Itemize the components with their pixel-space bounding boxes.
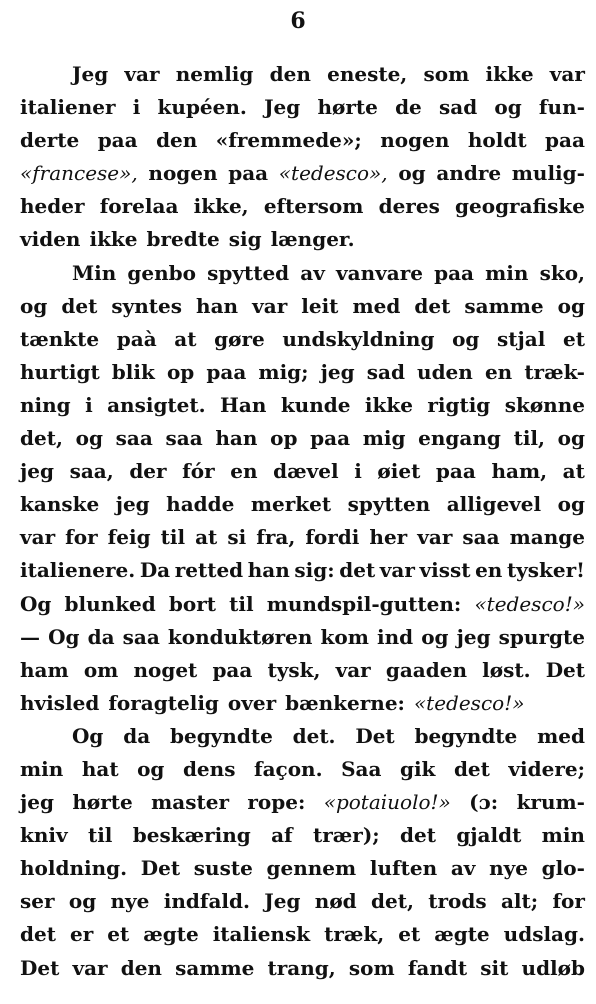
word: nød bbox=[314, 889, 357, 914]
italic-word: «francese», bbox=[20, 161, 138, 186]
word: krum- bbox=[516, 790, 585, 815]
word: glo- bbox=[541, 856, 585, 881]
word: fordi bbox=[305, 525, 360, 550]
word: han bbox=[247, 558, 290, 583]
word: var bbox=[252, 293, 288, 318]
word: heder bbox=[20, 194, 85, 219]
word: det bbox=[339, 558, 376, 583]
word: Det bbox=[20, 955, 60, 980]
word: — bbox=[20, 624, 40, 649]
word: op bbox=[270, 426, 298, 451]
word: tysk, bbox=[267, 657, 321, 682]
word: det bbox=[414, 293, 451, 318]
word: av bbox=[300, 260, 325, 285]
text-line bbox=[20, 323, 585, 356]
word: trang, bbox=[267, 955, 336, 980]
word: sig: bbox=[294, 558, 335, 583]
word: ikke bbox=[485, 62, 534, 86]
word: ægte bbox=[434, 922, 490, 947]
word: sig bbox=[228, 227, 262, 252]
word: Jeg bbox=[264, 95, 301, 120]
word: suste bbox=[193, 856, 253, 881]
word: var bbox=[72, 955, 108, 980]
word: som bbox=[348, 955, 395, 980]
word: i bbox=[354, 459, 362, 484]
word: andre bbox=[436, 161, 502, 186]
word: spytted bbox=[207, 260, 290, 285]
text-line bbox=[20, 91, 585, 124]
word: og bbox=[557, 293, 585, 318]
word: sad bbox=[438, 95, 478, 120]
text-line bbox=[20, 124, 585, 157]
word: si bbox=[227, 525, 247, 550]
word: han bbox=[215, 426, 258, 451]
word: Det bbox=[355, 723, 395, 748]
word: de bbox=[395, 95, 422, 120]
word: geografiske bbox=[455, 194, 585, 219]
word: dævel bbox=[273, 459, 339, 484]
word: kupéen. bbox=[157, 95, 247, 120]
word: paa bbox=[206, 359, 247, 384]
word: ham, bbox=[491, 459, 548, 484]
word: hørte bbox=[72, 790, 133, 815]
word: med bbox=[537, 723, 585, 748]
word: min bbox=[20, 756, 64, 781]
word: for bbox=[65, 525, 98, 550]
word: deres bbox=[378, 194, 440, 219]
text-line bbox=[20, 885, 585, 918]
word: og bbox=[20, 293, 48, 318]
word: viden bbox=[20, 227, 81, 252]
word: jeg bbox=[20, 790, 54, 815]
word: paà bbox=[116, 326, 157, 351]
word: syntes bbox=[111, 293, 182, 318]
word: noget bbox=[133, 657, 198, 682]
word: dens bbox=[182, 756, 236, 781]
word: og bbox=[494, 95, 522, 120]
page-number: 6 bbox=[290, 8, 306, 34]
word: kniv bbox=[20, 823, 68, 848]
word: undskyldning bbox=[282, 326, 435, 351]
word: merket bbox=[250, 492, 332, 517]
word: begyndte bbox=[169, 723, 273, 748]
word: trods bbox=[428, 889, 487, 914]
word: udløb bbox=[521, 955, 585, 980]
word: eftersom bbox=[263, 194, 364, 219]
word: at bbox=[562, 459, 585, 484]
word: italiener bbox=[20, 95, 116, 120]
word: trær); bbox=[313, 823, 380, 848]
text-line bbox=[20, 588, 585, 621]
word: spurgte bbox=[498, 624, 585, 649]
word: nogen bbox=[148, 161, 218, 186]
word: sad bbox=[366, 359, 405, 384]
word: og bbox=[68, 889, 97, 914]
word: jeg bbox=[456, 624, 491, 649]
word: er bbox=[69, 922, 94, 947]
text-line bbox=[20, 654, 585, 687]
word: da bbox=[123, 723, 151, 748]
word: i bbox=[132, 95, 141, 120]
text-line bbox=[20, 58, 585, 91]
body-text bbox=[20, 58, 585, 985]
word: paa bbox=[434, 260, 475, 285]
word: fór bbox=[182, 459, 215, 484]
word: var bbox=[379, 558, 415, 583]
word: en bbox=[230, 459, 258, 484]
word: om bbox=[83, 657, 119, 682]
word: saa bbox=[115, 426, 153, 451]
word: rigtig bbox=[427, 392, 491, 417]
word: stjal bbox=[497, 326, 546, 351]
word: en bbox=[475, 558, 503, 583]
italic-word: «tedesco», bbox=[278, 161, 388, 186]
word: var bbox=[417, 525, 453, 550]
text-line bbox=[20, 952, 585, 985]
word: gøre bbox=[214, 326, 265, 351]
word: til, bbox=[513, 426, 545, 451]
word: som bbox=[423, 62, 470, 86]
word: hurtigt bbox=[20, 359, 100, 384]
word: engang bbox=[418, 426, 501, 451]
text-line bbox=[20, 389, 585, 422]
word: paa bbox=[435, 459, 476, 484]
text-line bbox=[20, 521, 585, 554]
word: at bbox=[195, 525, 218, 550]
word: og bbox=[421, 624, 449, 649]
word: Jeg bbox=[72, 62, 109, 86]
word: jeg bbox=[320, 359, 355, 384]
text-line bbox=[20, 190, 585, 223]
word: kanske bbox=[20, 492, 100, 517]
word: og bbox=[557, 492, 585, 517]
word: paa bbox=[97, 128, 138, 153]
word: «fremmede»; bbox=[215, 128, 362, 153]
word: saa bbox=[122, 624, 160, 649]
word: derte bbox=[20, 128, 80, 153]
word: visst bbox=[419, 558, 471, 583]
word: indfald. bbox=[163, 889, 250, 914]
word: gjaldt bbox=[456, 823, 522, 848]
word: nogen bbox=[380, 128, 450, 153]
text-line bbox=[20, 621, 585, 654]
word: av bbox=[450, 856, 476, 881]
word: løst. bbox=[482, 657, 531, 682]
word: her bbox=[369, 525, 408, 550]
word: ind bbox=[376, 624, 414, 649]
text-line bbox=[20, 223, 585, 256]
word: Jeg bbox=[264, 889, 301, 914]
text-line bbox=[20, 455, 585, 488]
text-line bbox=[20, 488, 585, 521]
word: var bbox=[20, 525, 56, 550]
word: forelaa bbox=[99, 194, 179, 219]
word: paa bbox=[228, 161, 269, 186]
word: eneste, bbox=[327, 62, 408, 86]
word: begyndte bbox=[414, 723, 518, 748]
word: hat bbox=[81, 756, 119, 781]
word: Da bbox=[139, 558, 171, 583]
word: ikke bbox=[89, 227, 138, 252]
word: Saa bbox=[341, 756, 382, 781]
word: mig; bbox=[258, 359, 309, 384]
word: øiet bbox=[377, 459, 421, 484]
word: samme bbox=[464, 293, 544, 318]
word: gaaden bbox=[385, 657, 467, 682]
word: mulig- bbox=[511, 161, 585, 186]
italic-word: «tedesco!» bbox=[413, 690, 525, 715]
text-line bbox=[20, 852, 585, 885]
word: og bbox=[137, 756, 165, 781]
text-line bbox=[20, 257, 585, 290]
word: til bbox=[160, 525, 186, 550]
word: det bbox=[400, 823, 436, 848]
word: retted bbox=[174, 558, 244, 583]
word: til bbox=[229, 591, 254, 616]
word: ægte bbox=[143, 922, 199, 947]
word: det bbox=[61, 293, 98, 318]
word: og bbox=[75, 426, 103, 451]
word: det bbox=[20, 922, 56, 947]
word: saa bbox=[165, 426, 203, 451]
word: (ɔ: bbox=[469, 790, 499, 815]
word: Han bbox=[220, 392, 267, 417]
word: Og bbox=[20, 591, 52, 616]
word: bænkerne: bbox=[285, 690, 405, 715]
word: italienere. bbox=[20, 558, 136, 583]
word: jeg bbox=[115, 492, 150, 517]
word: hørte bbox=[317, 95, 378, 120]
word: alt; bbox=[500, 889, 539, 914]
text-line bbox=[20, 819, 585, 852]
word: af bbox=[271, 823, 293, 848]
word: et bbox=[562, 326, 585, 351]
word: fra, bbox=[256, 525, 296, 550]
word: han bbox=[196, 293, 239, 318]
word: det bbox=[453, 756, 490, 781]
italic-word: «tedesco!» bbox=[474, 591, 585, 616]
italic-word: «potaiuolo!» bbox=[323, 790, 451, 815]
word: et bbox=[107, 922, 130, 947]
word: min bbox=[485, 260, 529, 285]
word: ikke, bbox=[193, 194, 249, 219]
word: paa bbox=[545, 128, 585, 153]
word: var bbox=[549, 62, 585, 86]
word: mig bbox=[362, 426, 406, 451]
word: Det bbox=[545, 657, 585, 682]
text-line bbox=[20, 157, 585, 190]
word: op bbox=[166, 359, 195, 384]
word: paa bbox=[212, 657, 253, 682]
word: for bbox=[552, 889, 585, 914]
text-line bbox=[20, 720, 585, 753]
word: da bbox=[87, 624, 115, 649]
word: bredte bbox=[146, 227, 220, 252]
word: at bbox=[174, 326, 197, 351]
word: sko, bbox=[539, 260, 585, 285]
word: alligevel bbox=[446, 492, 542, 517]
word: den bbox=[269, 62, 311, 86]
word: bort bbox=[168, 591, 216, 616]
word: nemlig bbox=[175, 62, 254, 86]
word: façon. bbox=[253, 756, 323, 781]
word: kunde bbox=[280, 392, 351, 417]
word: til bbox=[87, 823, 113, 848]
word: et bbox=[398, 922, 421, 947]
word: paa bbox=[310, 426, 351, 451]
word: spytten bbox=[347, 492, 431, 517]
word: tænkte bbox=[20, 326, 100, 351]
text-line bbox=[20, 753, 585, 786]
word: rope: bbox=[247, 790, 306, 815]
text-line bbox=[20, 786, 585, 819]
word: fandt bbox=[407, 955, 468, 980]
word: genbo bbox=[127, 260, 196, 285]
word: over bbox=[227, 690, 277, 715]
word: nye bbox=[489, 856, 528, 881]
word: Og bbox=[72, 723, 104, 748]
word: blik bbox=[111, 359, 155, 384]
word: holdt bbox=[467, 128, 527, 153]
word: blunked bbox=[64, 591, 156, 616]
word: luften bbox=[369, 856, 438, 881]
word: foragtelig bbox=[108, 690, 219, 715]
word: var bbox=[335, 657, 371, 682]
word: der bbox=[129, 459, 167, 484]
text-line bbox=[20, 290, 585, 323]
word: ham bbox=[20, 657, 69, 682]
word: vanvare bbox=[336, 260, 423, 285]
word: Det bbox=[140, 856, 181, 881]
word: hvisled bbox=[20, 690, 100, 715]
word: ser bbox=[20, 889, 55, 914]
word: det, bbox=[371, 889, 414, 914]
word: sit bbox=[480, 955, 509, 980]
word: feig bbox=[107, 525, 151, 550]
word: leit bbox=[301, 293, 339, 318]
word: gennem bbox=[266, 856, 357, 881]
text-line bbox=[20, 554, 585, 587]
word: træk- bbox=[524, 359, 585, 384]
word: den bbox=[156, 128, 198, 153]
word: samme bbox=[175, 955, 255, 980]
text-line bbox=[20, 356, 585, 389]
word: udslag. bbox=[503, 922, 585, 947]
word: det, bbox=[20, 426, 63, 451]
word: var bbox=[124, 62, 160, 86]
word: ansigtet. bbox=[107, 392, 206, 417]
word: tysker! bbox=[506, 558, 585, 583]
word: saa, bbox=[69, 459, 114, 484]
word: den bbox=[120, 955, 162, 980]
word: Min bbox=[72, 260, 117, 285]
word: konduktøren bbox=[167, 624, 313, 649]
word: og bbox=[557, 426, 585, 451]
word: saa bbox=[462, 525, 500, 550]
word: holdning. bbox=[20, 856, 128, 881]
word: det. bbox=[292, 723, 336, 748]
word: mundspil-gutten: bbox=[266, 591, 462, 616]
word: hadde bbox=[166, 492, 235, 517]
text-line bbox=[20, 918, 585, 951]
word: videre; bbox=[508, 756, 585, 781]
word: en bbox=[484, 359, 513, 384]
word: og bbox=[452, 326, 480, 351]
text-line bbox=[20, 687, 585, 720]
word: fun- bbox=[538, 95, 585, 120]
word: Og bbox=[48, 624, 80, 649]
text-line bbox=[20, 422, 585, 455]
word: min bbox=[541, 823, 585, 848]
word: italiensk bbox=[212, 922, 311, 947]
word: kom bbox=[320, 624, 369, 649]
word: uden bbox=[417, 359, 473, 384]
word: mange bbox=[509, 525, 585, 550]
word: træk, bbox=[324, 922, 385, 947]
word: længer. bbox=[270, 227, 355, 252]
word: og bbox=[398, 161, 426, 186]
word: beskæring bbox=[132, 823, 251, 848]
word: master bbox=[151, 790, 229, 815]
word: nye bbox=[110, 889, 150, 914]
word: med bbox=[352, 293, 401, 318]
word: gik bbox=[399, 756, 436, 781]
word: i bbox=[85, 392, 93, 417]
word: ning bbox=[20, 392, 71, 417]
word: ikke bbox=[364, 392, 413, 417]
word: skønne bbox=[504, 392, 585, 417]
word: jeg bbox=[20, 459, 54, 484]
